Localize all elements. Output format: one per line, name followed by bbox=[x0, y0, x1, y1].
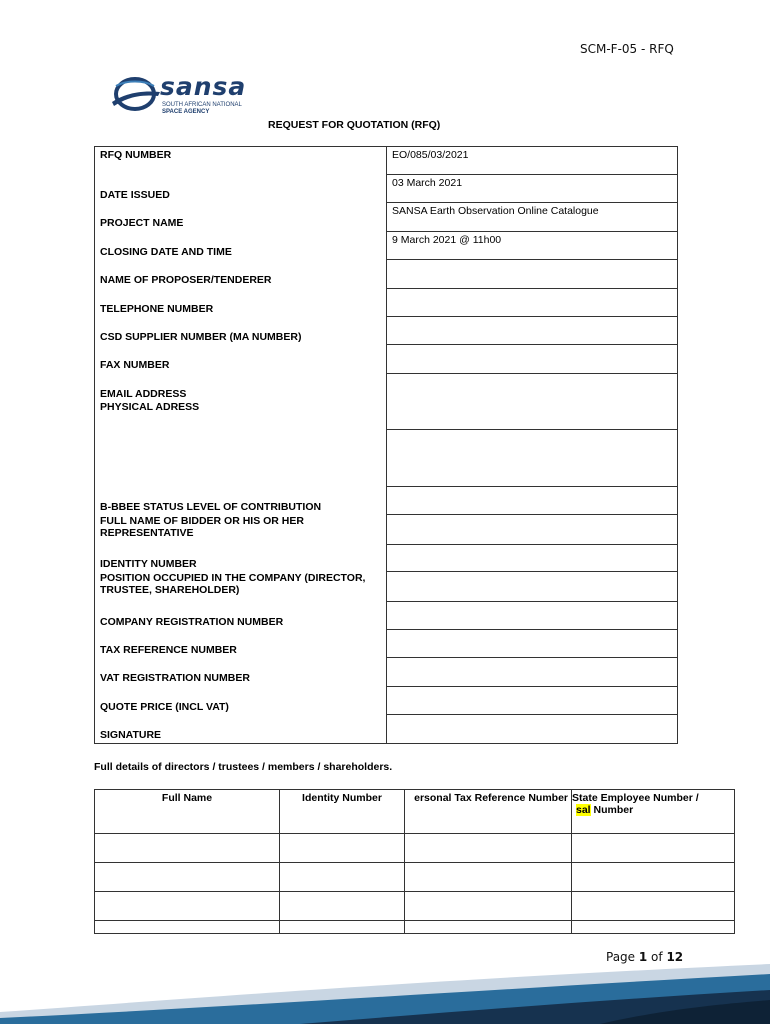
closing-date-value[interactable]: 9 March 2021 @ 11h00 bbox=[387, 232, 678, 260]
table-row bbox=[95, 487, 678, 515]
table-cell[interactable] bbox=[95, 892, 280, 921]
highlighted-text: sal bbox=[576, 804, 591, 816]
table-row bbox=[95, 260, 678, 289]
table-cell[interactable] bbox=[405, 863, 572, 892]
footer-swoosh bbox=[0, 960, 770, 1024]
rfq-number-value[interactable]: EO/085/03/2021 bbox=[387, 147, 678, 175]
field-label: COMPANY REGISTRATION NUMBER bbox=[95, 602, 387, 630]
table-row bbox=[95, 687, 678, 715]
company-registration-input[interactable] bbox=[387, 602, 678, 630]
field-label: IDENTITY NUMBER bbox=[95, 545, 387, 572]
email-address-input[interactable] bbox=[387, 374, 678, 430]
field-label: DATE ISSUED bbox=[95, 175, 387, 203]
logo-wordmark: sansa bbox=[160, 72, 247, 101]
table-cell[interactable] bbox=[95, 921, 280, 934]
field-label: PROJECT NAME bbox=[95, 203, 387, 232]
col-state-employee: State Employee Number / sal Number bbox=[572, 790, 735, 834]
table-row bbox=[95, 374, 678, 430]
field-label: TAX REFERENCE NUMBER bbox=[95, 630, 387, 658]
sansa-logo bbox=[110, 72, 260, 120]
telephone-input[interactable] bbox=[387, 289, 678, 317]
proposer-name-input[interactable] bbox=[387, 260, 678, 289]
field-label: B-BBEE STATUS LEVEL OF CONTRIBUTION bbox=[95, 487, 387, 515]
directors-heading: Full details of directors / trustees / members / shareholders. bbox=[94, 761, 393, 773]
table-row bbox=[95, 863, 735, 892]
table-header-row bbox=[95, 790, 735, 834]
table-row bbox=[95, 921, 735, 934]
field-label: FULL NAME OF BIDDER OR HIS OR HER REPRESENTATIVE bbox=[95, 515, 387, 545]
table-cell[interactable] bbox=[280, 834, 405, 863]
page-number: Page 1 of 12 bbox=[606, 950, 684, 964]
table-cell[interactable] bbox=[280, 863, 405, 892]
field-label: SIGNATURE bbox=[95, 715, 387, 744]
sansa-orbit-icon bbox=[110, 72, 160, 120]
csd-number-input[interactable] bbox=[387, 317, 678, 345]
field-label: EMAIL ADDRESS PHYSICAL ADRESS bbox=[95, 374, 387, 430]
quote-price-input[interactable] bbox=[387, 687, 678, 715]
table-row bbox=[95, 203, 678, 232]
table-row bbox=[95, 317, 678, 345]
table-cell[interactable] bbox=[405, 921, 572, 934]
table-row bbox=[95, 147, 678, 175]
logo-subtitle-1: SOUTH AFRICAN NATIONAL bbox=[162, 102, 242, 108]
field-label: POSITION OCCUPIED IN THE COMPANY (DIRECTOR, TRUSTEE, SHAREHOLDER) bbox=[95, 572, 387, 602]
vat-registration-input[interactable] bbox=[387, 658, 678, 687]
col-full-name: Full Name bbox=[95, 790, 280, 834]
table-cell[interactable] bbox=[95, 834, 280, 863]
date-issued-value[interactable]: 03 March 2021 bbox=[387, 175, 678, 203]
physical-address-input[interactable] bbox=[387, 430, 678, 487]
field-label: FAX NUMBER bbox=[95, 345, 387, 374]
table-row bbox=[95, 715, 678, 744]
document-code: SCM-F-05 - RFQ bbox=[580, 42, 674, 56]
table-cell[interactable] bbox=[572, 863, 735, 892]
directors-table bbox=[94, 789, 735, 934]
table-row bbox=[95, 602, 678, 630]
bidder-name-input[interactable] bbox=[387, 515, 678, 545]
table-row bbox=[95, 834, 735, 863]
field-label: TELEPHONE NUMBER bbox=[95, 289, 387, 317]
table-row bbox=[95, 658, 678, 687]
table-row bbox=[95, 175, 678, 203]
table-row bbox=[95, 430, 678, 487]
logo-subtitle-2: SPACE AGENCY bbox=[162, 109, 210, 115]
col-identity-number: Identity Number bbox=[280, 790, 405, 834]
rfq-form-table bbox=[94, 146, 678, 744]
field-label: RFQ NUMBER bbox=[95, 147, 387, 175]
field-label: CLOSING DATE AND TIME bbox=[95, 232, 387, 260]
field-label: QUOTE PRICE (INCL VAT) bbox=[95, 687, 387, 715]
table-cell[interactable] bbox=[280, 921, 405, 934]
table-cell[interactable] bbox=[405, 892, 572, 921]
identity-number-input[interactable] bbox=[387, 545, 678, 572]
table-cell[interactable] bbox=[572, 921, 735, 934]
col-tax-reference: ersonal Tax Reference Number bbox=[405, 790, 572, 834]
signature-input[interactable] bbox=[387, 715, 678, 744]
position-input[interactable] bbox=[387, 572, 678, 602]
table-row bbox=[95, 572, 678, 602]
field-label: VAT REGISTRATION NUMBER bbox=[95, 658, 387, 687]
fax-input[interactable] bbox=[387, 345, 678, 374]
table-cell[interactable] bbox=[280, 892, 405, 921]
table-cell[interactable] bbox=[572, 834, 735, 863]
table-cell[interactable] bbox=[405, 834, 572, 863]
table-cell[interactable] bbox=[572, 892, 735, 921]
tax-reference-input[interactable] bbox=[387, 630, 678, 658]
table-cell[interactable] bbox=[95, 863, 280, 892]
field-label: CSD SUPPLIER NUMBER (MA NUMBER) bbox=[95, 317, 387, 345]
field-label bbox=[95, 430, 387, 487]
project-name-value[interactable]: SANSA Earth Observation Online Catalogue bbox=[387, 203, 678, 232]
table-row bbox=[95, 545, 678, 572]
table-row bbox=[95, 232, 678, 260]
bbbee-level-input[interactable] bbox=[387, 487, 678, 515]
form-title: REQUEST FOR QUOTATION (RFQ) bbox=[268, 119, 441, 131]
table-row bbox=[95, 892, 735, 921]
table-row bbox=[95, 630, 678, 658]
table-row bbox=[95, 345, 678, 374]
table-row bbox=[95, 289, 678, 317]
table-row bbox=[95, 515, 678, 545]
field-label: NAME OF PROPOSER/TENDERER bbox=[95, 260, 387, 289]
